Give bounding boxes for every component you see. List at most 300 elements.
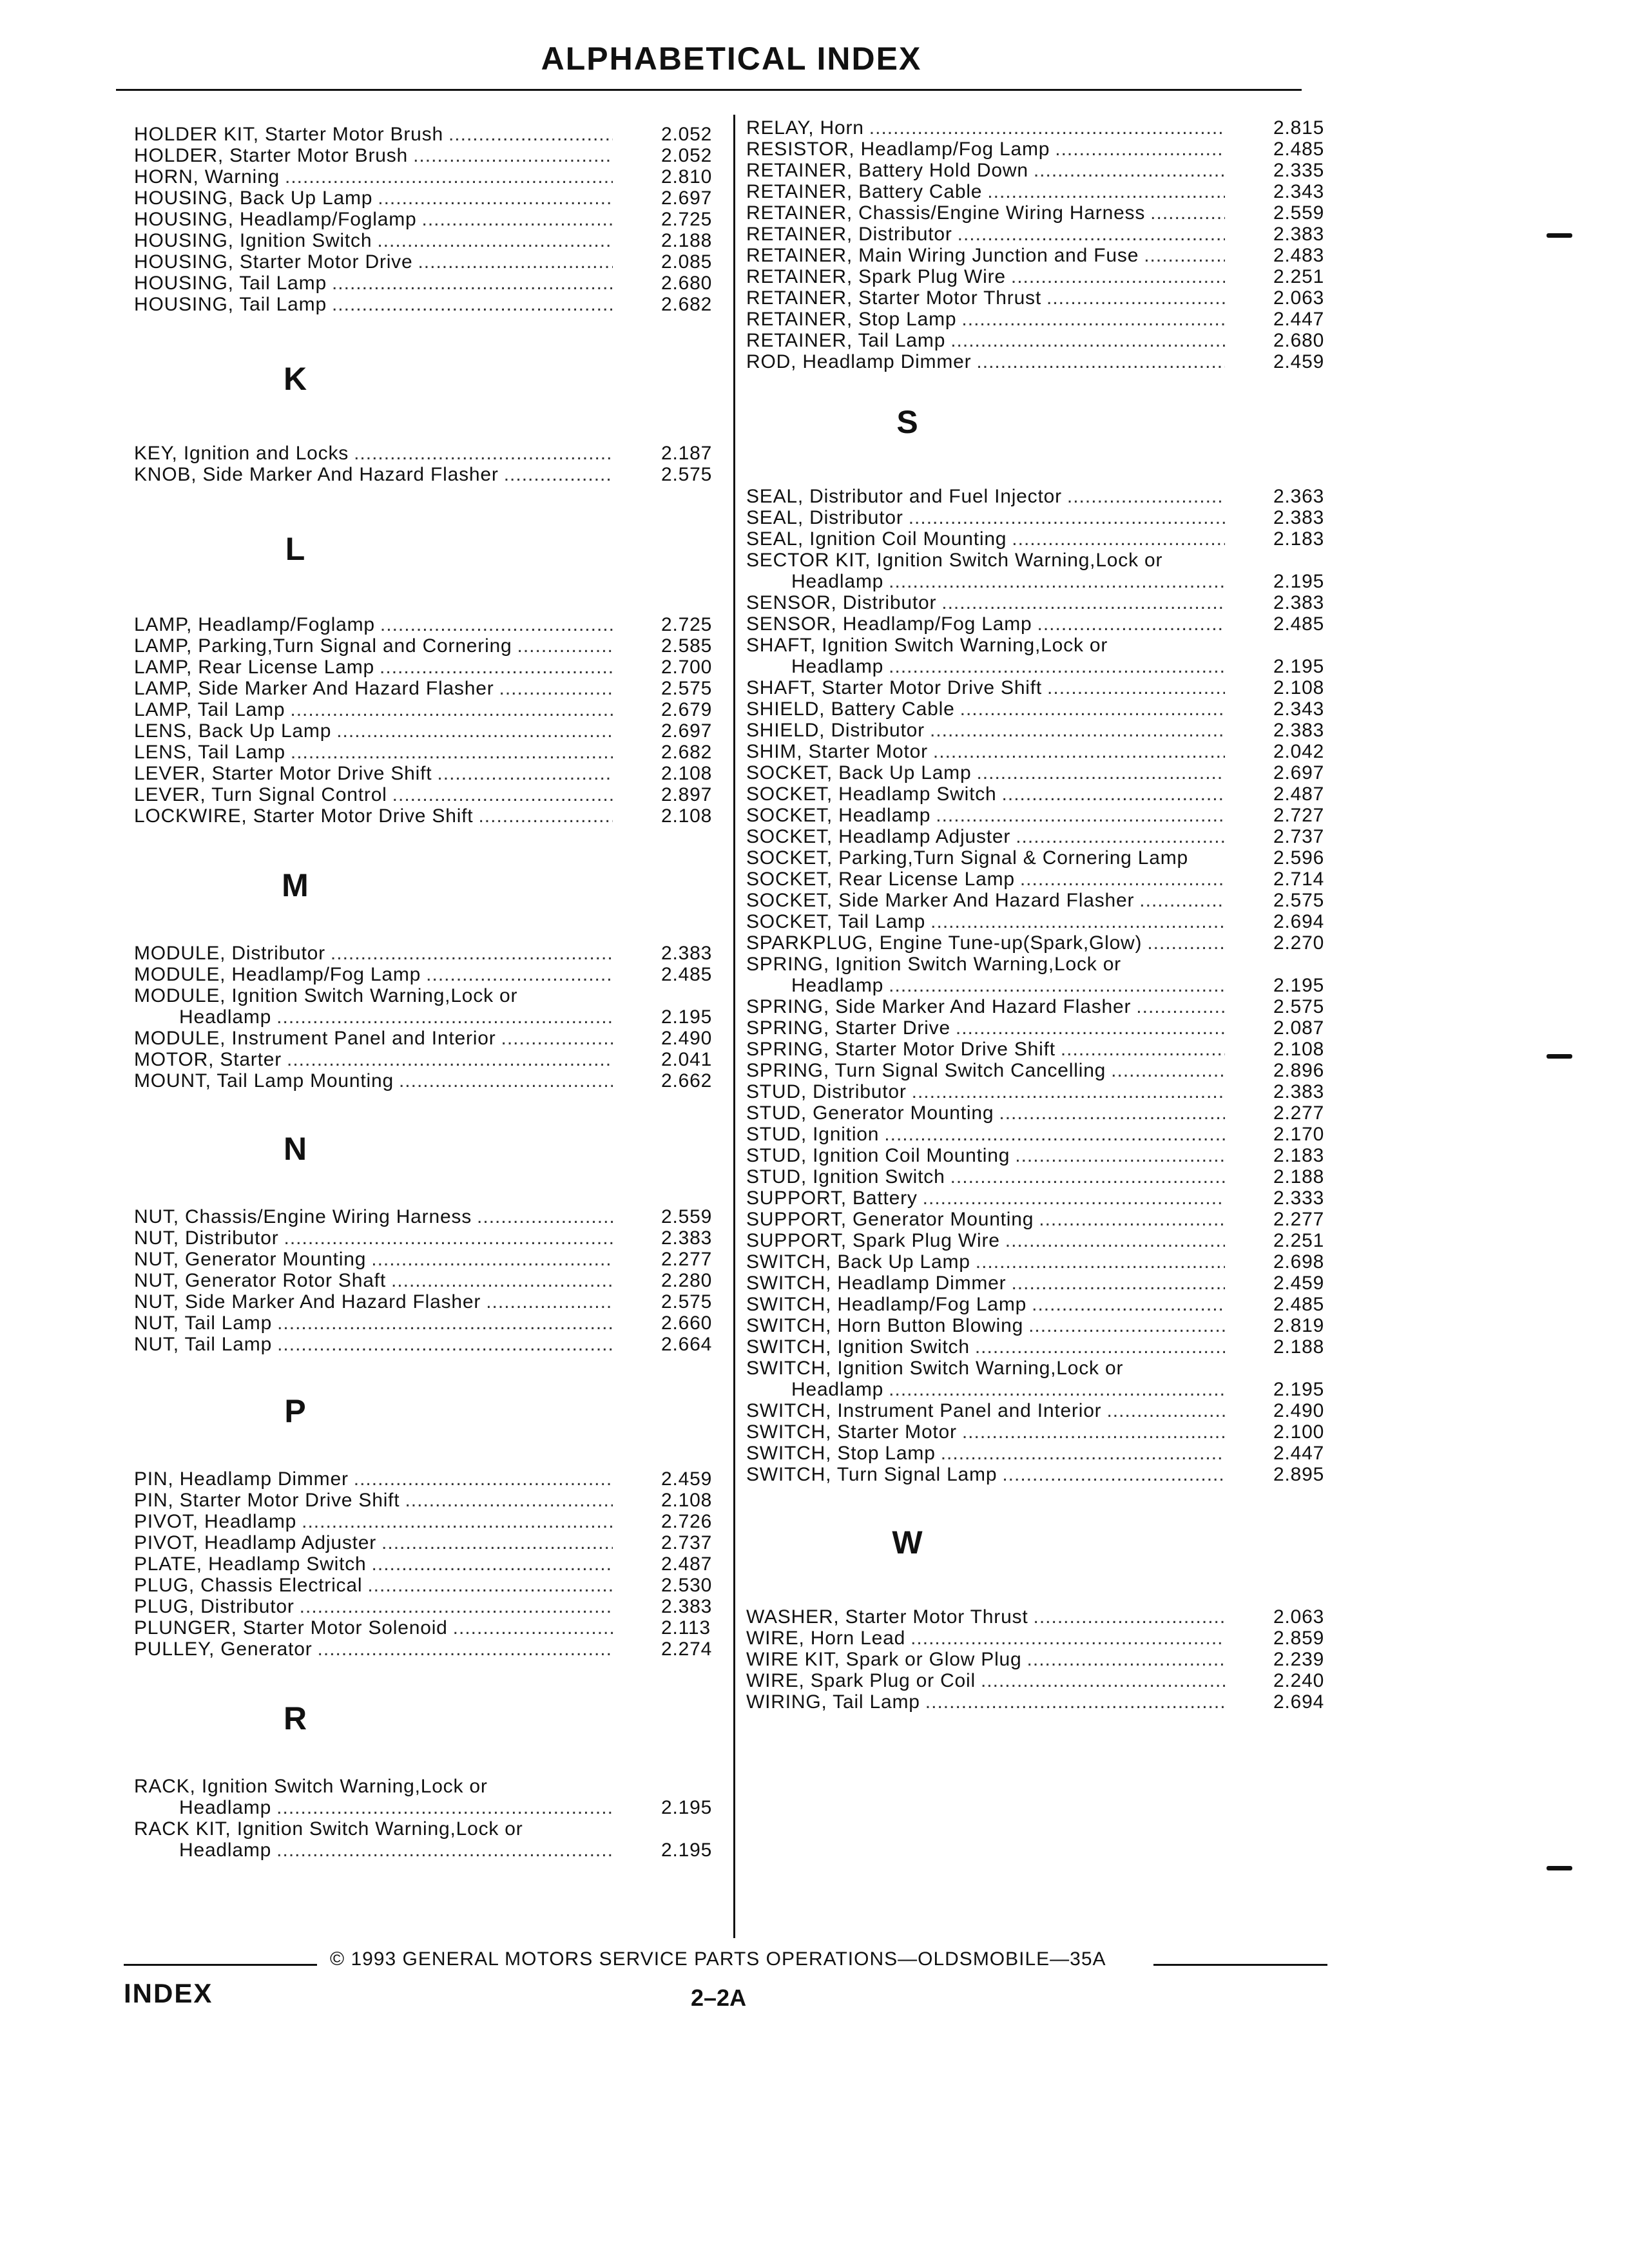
page-reference: 2.727 [1273,805,1325,826]
index-entry [746,1187,1326,1209]
index-entry [134,145,714,166]
dot-leader [930,911,1225,932]
dot-leader [1047,677,1225,698]
entry-name: SOCKET, Headlamp Switch [746,783,997,805]
index-entry [134,763,714,784]
section-letter: P [284,1393,306,1429]
dot-leader [1055,139,1225,160]
dot-leader [276,1797,613,1818]
page-reference: 2.041 [661,1049,713,1070]
page-reference: 2.277 [1273,1102,1325,1124]
dot-leader [1144,245,1225,266]
page-reference: 2.052 [661,124,713,145]
entry-name: HOUSING, Back Up Lamp [134,187,373,209]
dot-leader [1037,613,1225,635]
index-entry [746,698,1326,720]
index-entry [134,678,714,699]
entry-name: SEAL, Distributor and Fuel Injector [746,486,1062,507]
entry-name: SWITCH, Headlamp Dimmer [746,1273,1007,1294]
dot-leader [1011,266,1225,287]
page-reference: 2.277 [1273,1209,1325,1230]
index-entry [134,964,714,985]
index-entry [746,1102,1326,1124]
dot-leader [300,1596,613,1617]
page-title: ALPHABETICAL INDEX [541,41,922,77]
page-reference: 2.195 [661,1797,713,1818]
dot-leader [276,1840,613,1861]
index-entry [134,294,714,315]
dot-leader [284,1227,613,1249]
entry-name: SWITCH, Stop Lamp [746,1443,936,1464]
entry-name: NUT, Generator Rotor Shaft [134,1270,386,1291]
entry-name: MODULE, Distributor [134,943,325,964]
page-reference: 2.694 [1273,911,1325,932]
entry-name: RETAINER, Starter Motor Thrust [746,287,1041,309]
index-entry [134,1511,714,1532]
entry-name: STUD, Ignition Coil Mounting [746,1145,1010,1166]
index-entry [746,805,1326,826]
index-column-left [134,124,714,1861]
entry-name: SWITCH, Instrument Panel and Interior [746,1400,1102,1421]
index-entry [746,160,1326,181]
entry-name: NUT, Chassis/Engine Wiring Harness [134,1206,472,1227]
dot-leader [332,294,613,315]
index-entry [746,245,1326,266]
page-reference: 2.187 [661,443,713,464]
page-reference: 2.679 [661,699,713,720]
page-reference: 2.575 [1273,890,1325,911]
page-reference: 2.195 [661,1840,713,1861]
page-reference: 2.183 [1273,1145,1325,1166]
dot-leader [437,763,613,784]
dot-leader [486,1291,613,1312]
entry-continuation: Headlamp [791,1379,884,1400]
dot-leader [911,1628,1225,1649]
dot-leader [976,762,1225,783]
entry-name: SOCKET, Side Marker And Hazard Flasher [746,890,1135,911]
entry-name: WIRE, Spark Plug or Coil [746,1670,976,1691]
page-reference: 2.108 [1273,1039,1325,1060]
dot-leader [504,464,613,485]
dot-leader [1032,1294,1225,1315]
entry-name: HORN, Warning [134,166,280,187]
entry-name: LEVER, Turn Signal Control [134,784,387,805]
page-reference: 2.859 [1273,1628,1325,1649]
index-entry [134,1249,714,1270]
entry-name: SENSOR, Headlamp/Fog Lamp [746,613,1032,635]
page-reference: 2.487 [661,1553,713,1575]
entry-name: PIN, Headlamp Dimmer [134,1468,349,1490]
page-reference: 2.815 [1273,117,1325,139]
page-reference: 2.682 [661,742,713,763]
page-reference: 2.559 [1273,202,1325,224]
page-reference: 2.052 [661,145,713,166]
entry-name: STUD, Generator Mounting [746,1102,994,1124]
dot-leader [318,1639,613,1660]
entry-name: SPRING, Starter Drive [746,1017,950,1039]
page-reference: 2.700 [661,657,713,678]
page-reference: 2.485 [1273,613,1325,635]
dot-leader [960,698,1225,720]
section-letter: L [285,531,305,567]
dot-leader [961,309,1225,330]
index-entry [134,1490,714,1511]
dot-leader [1016,826,1225,847]
page-reference: 2.085 [661,251,713,273]
index-entry [134,805,714,827]
dot-leader [950,330,1225,351]
index-entry [134,1532,714,1553]
page-reference: 2.726 [661,1511,713,1532]
title-rule [116,89,1302,91]
dot-leader [1061,1039,1225,1060]
dot-leader [976,1251,1225,1273]
dot-leader [912,1081,1225,1102]
entry-name: MODULE, Instrument Panel and Interior [134,1028,496,1049]
dot-leader [958,224,1225,245]
entry-name: NUT, Generator Mounting [134,1249,367,1270]
entry-name: SPRING, Starter Motor Drive Shift [746,1039,1055,1060]
index-entry [746,1145,1326,1166]
entry-name: MOTOR, Starter [134,1049,282,1070]
index-entry [134,443,714,464]
page-reference: 2.108 [661,1490,713,1511]
page-reference: 2.277 [661,1249,713,1270]
entry-name: HOUSING, Tail Lamp [134,294,327,315]
dot-leader [1005,1230,1225,1251]
dot-leader [418,251,613,273]
dot-leader [381,1532,613,1553]
dot-leader [291,742,613,763]
index-entry [746,1649,1326,1670]
dot-leader [925,1691,1225,1713]
page-reference: 2.697 [1273,762,1325,783]
dot-leader [372,1553,613,1575]
index-entry [134,699,714,720]
index-entry [134,1639,714,1660]
dot-leader [332,273,613,294]
entry-name: MODULE, Ignition Switch Warning,Lock or [134,985,518,1006]
index-entry [746,847,1326,869]
dot-leader [391,1270,613,1291]
page-reference: 2.195 [1273,1379,1325,1400]
page-reference: 2.459 [1273,1273,1325,1294]
page-reference: 2.725 [661,614,713,635]
page-reference: 2.714 [1273,869,1325,890]
index-entry [134,230,714,251]
dot-leader [936,805,1225,826]
dot-leader [277,1334,613,1355]
entry-name: RETAINER, Main Wiring Junction and Fuse [746,245,1139,266]
index-entry [746,720,1326,741]
entry-name: RETAINER, Battery Hold Down [746,160,1028,181]
entry-name: SHAFT, Ignition Switch Warning,Lock or [746,635,1108,656]
page-reference: 2.487 [1273,783,1325,805]
page-reference: 2.188 [1273,1166,1325,1187]
index-entry [134,1468,714,1490]
dot-leader [1034,1606,1226,1628]
page-reference: 2.188 [661,230,713,251]
index-entry [746,1315,1326,1336]
page-reference: 2.274 [661,1639,713,1660]
entry-name: SUPPORT, Battery [746,1187,918,1209]
index-entry [746,1421,1326,1443]
entry-name: RETAINER, Tail Lamp [746,330,946,351]
dot-leader [380,614,613,635]
entry-name: LAMP, Tail Lamp [134,699,285,720]
dot-leader [277,1312,613,1334]
dot-leader [380,657,613,678]
index-entry [746,783,1326,805]
dot-leader [1012,528,1225,550]
column-divider [733,115,735,1938]
dot-leader [1027,1649,1225,1670]
dot-leader [378,187,613,209]
dot-leader [276,1006,613,1028]
entry-continuation: Headlamp [179,1006,272,1028]
page-reference: 2.280 [661,1270,713,1291]
index-entry [746,224,1326,245]
dot-leader [501,1028,613,1049]
entry-continuation: Headlamp [791,571,884,592]
entry-name: RACK, Ignition Switch Warning,Lock or [134,1776,488,1797]
dot-leader [933,741,1225,762]
entry-name: SUPPORT, Spark Plug Wire [746,1230,1000,1251]
entry-name: STUD, Ignition [746,1124,880,1145]
page-reference: 2.183 [1273,528,1325,550]
entry-name: HOLDER, Starter Motor Brush [134,145,409,166]
entry-name: SWITCH, Starter Motor [746,1421,957,1443]
index-entry [134,1312,714,1334]
index-entry [746,1039,1326,1060]
section-letter: M [282,867,309,903]
index-entry [134,1270,714,1291]
entry-name: RETAINER, Stop Lamp [746,309,957,330]
dot-leader [941,592,1225,613]
page-reference: 2.100 [1273,1421,1325,1443]
page-reference: 2.063 [1273,287,1325,309]
dot-leader [354,1468,613,1490]
page-reference: 2.383 [1273,507,1325,528]
index-entry [746,1081,1326,1102]
entry-name: KNOB, Side Marker And Hazard Flasher [134,464,499,485]
index-entry [746,1230,1326,1251]
index-entry [746,762,1326,783]
index-entry [134,1776,714,1818]
entry-name: NUT, Side Marker And Hazard Flasher [134,1291,481,1312]
entry-name: RETAINER, Battery Cable [746,181,983,202]
index-entry [746,139,1326,160]
entry-name: SOCKET, Rear License Lamp [746,869,1015,890]
page-reference: 2.490 [661,1028,713,1049]
entry-continuation: Headlamp [179,1797,272,1818]
entry-name: SUPPORT, Generator Mounting [746,1209,1034,1230]
index-entry [746,996,1326,1017]
dot-leader [923,1187,1225,1209]
entry-name: SPRING, Side Marker And Hazard Flasher [746,996,1132,1017]
index-entry [134,124,714,145]
page-reference: 2.694 [1273,1691,1325,1713]
entry-continuation: Headlamp [791,975,884,996]
entry-name: WASHER, Starter Motor Thrust [746,1606,1028,1628]
index-entry [746,1273,1326,1294]
page-reference: 2.087 [1273,1017,1325,1039]
page-reference: 2.697 [661,187,713,209]
entry-name: WIRING, Tail Lamp [746,1691,920,1713]
entry-name: RACK KIT, Ignition Switch Warning,Lock or [134,1818,523,1840]
index-entry [134,1227,714,1249]
footer-rule-left [124,1964,317,1966]
entry-name: LAMP, Side Marker And Hazard Flasher [134,678,494,699]
dot-leader [1002,783,1225,805]
index-column-right [746,117,1326,1713]
index-entry [134,1818,714,1861]
entry-name: MOUNT, Tail Lamp Mounting [134,1070,394,1091]
dot-leader [956,1017,1225,1039]
index-entry [134,1070,714,1091]
entry-name: ROD, Headlamp Dimmer [746,351,972,372]
index-entry [134,614,714,635]
index-entry [746,677,1326,698]
entry-name: RESISTOR, Headlamp/Fog Lamp [746,139,1050,160]
dot-leader [421,209,613,230]
entry-name: SENSOR, Distributor [746,592,937,613]
entry-name: WIRE, Horn Lead [746,1628,906,1649]
entry-name: RETAINER, Distributor [746,224,952,245]
page-reference: 2.270 [1273,932,1325,954]
entry-name: SPRING, Ignition Switch Warning,Lock or [746,954,1121,975]
page-reference: 2.195 [1273,975,1325,996]
dot-leader [889,571,1225,592]
page-reference: 2.680 [661,273,713,294]
page-reference: 2.383 [661,943,713,964]
dot-leader [981,1670,1225,1691]
dot-leader [517,635,613,657]
page-reference: 2.575 [661,678,713,699]
entry-name: HOLDER KIT, Starter Motor Brush [134,124,443,145]
dot-leader [1039,1209,1225,1230]
dot-leader [1150,202,1225,224]
index-entry [746,826,1326,847]
section-label: INDEX [124,1978,213,2008]
index-entry [746,550,1326,592]
entry-name: SWITCH, Horn Button Blowing [746,1315,1024,1336]
entry-name: SPARKPLUG, Engine Tune-up(Spark,Glow) [746,932,1142,954]
page-reference: 2.195 [1273,656,1325,677]
index-entry [134,635,714,657]
entry-name: SOCKET, Back Up Lamp [746,762,972,783]
dot-leader [331,943,613,964]
index-entry [746,1670,1326,1691]
page-reference: 2.113 [661,1617,711,1639]
dot-leader [302,1511,613,1532]
entry-name: LEVER, Starter Motor Drive Shift [134,763,432,784]
dot-leader [962,1421,1225,1443]
dot-leader [477,1206,613,1227]
entry-name: SHAFT, Starter Motor Drive Shift [746,677,1043,698]
dot-leader [285,166,613,187]
index-entry [746,1443,1326,1464]
dot-leader [290,699,613,720]
index-entry [134,1206,714,1227]
entry-name: SHIM, Starter Motor [746,741,928,762]
dot-leader [287,1049,613,1070]
page-reference: 2.195 [1273,571,1325,592]
entry-continuation: Headlamp [179,1840,272,1861]
page-reference: 2.725 [661,209,713,230]
page-reference: 2.819 [1273,1315,1325,1336]
dot-leader [1067,486,1225,507]
entry-name: SWITCH, Turn Signal Lamp [746,1464,998,1485]
entry-name: SEAL, Ignition Coil Mounting [746,528,1007,550]
index-entry [746,528,1326,550]
index-entry [134,1049,714,1070]
page-reference: 2.662 [661,1070,713,1091]
page-reference: 2.108 [661,805,713,827]
dot-leader [975,1336,1225,1358]
page-reference: 2.383 [661,1227,713,1249]
index-entry [134,720,714,742]
entry-name: SOCKET, Headlamp [746,805,931,826]
entry-name: SECTOR KIT, Ignition Switch Warning,Lock or [746,550,1163,571]
index-entry [134,1334,714,1355]
page-reference: 2.596 [1273,847,1325,869]
page-reference: 2.459 [661,1468,713,1490]
dot-leader [889,656,1225,677]
index-entry [746,1606,1326,1628]
index-entry [134,1553,714,1575]
page-reference: 2.343 [1273,698,1325,720]
page-reference: 2.575 [661,464,713,485]
index-entry [134,1028,714,1049]
dot-leader [1136,996,1225,1017]
page-reference: 2.585 [661,635,713,657]
entry-name: SOCKET, Parking,Turn Signal & Cornering Lamp [746,847,1189,869]
page-reference: 2.575 [1273,996,1325,1017]
entry-name: SWITCH, Ignition Switch Warning,Lock or [746,1358,1124,1379]
entry-name: STUD, Distributor [746,1081,907,1102]
dot-leader [354,443,613,464]
dot-leader [987,181,1225,202]
page-reference: 2.575 [661,1291,713,1312]
entry-name: SEAL, Distributor [746,507,903,528]
index-entry [746,1166,1326,1187]
index-entry [746,309,1326,330]
entry-name: RELAY, Horn [746,117,864,139]
entry-name: KEY, Ignition and Locks [134,443,349,464]
entry-name: MODULE, Headlamp/Fog Lamp [134,964,421,985]
dot-leader [930,720,1225,741]
page-reference: 2.195 [661,1006,713,1028]
index-entry [746,1060,1326,1081]
page-number: 2–2A [691,1984,747,2011]
margin-tick-mark [1547,1054,1572,1059]
page-reference: 2.660 [661,1312,713,1334]
page-reference: 2.333 [1273,1187,1325,1209]
page-reference: 2.895 [1273,1464,1325,1485]
page-reference: 2.483 [1273,245,1325,266]
index-entry [134,943,714,964]
dot-leader [392,784,613,805]
dot-leader [426,964,613,985]
index-entry [746,1017,1326,1039]
index-entry [134,273,714,294]
dot-leader [884,1124,1225,1145]
page-reference: 2.697 [661,720,713,742]
index-entry [746,741,1326,762]
section-letter: S [896,404,918,440]
entry-name: SHIELD, Battery Cable [746,698,955,720]
